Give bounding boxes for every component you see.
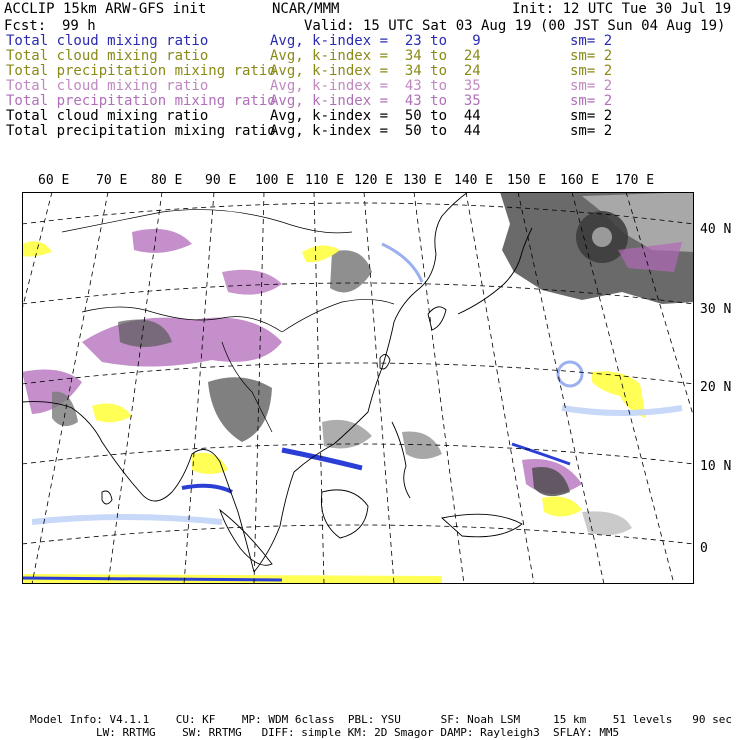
- legend-label: Total cloud mixing ratio: [6, 108, 209, 124]
- legend-label: Total cloud mixing ratio: [6, 78, 209, 94]
- cyclone-core: [592, 227, 612, 247]
- lat-label: 10 N: [700, 459, 732, 474]
- legend-avg: Avg, k-index = 34 to 24: [270, 48, 481, 64]
- model-info-line1: Model Info: V4.1.1 CU: KF MP: WDM 6class PBL: YSU SF: Noah LSM 15 km 51 levels 90 sec: [30, 713, 732, 726]
- legend-smooth: sm= 2: [570, 33, 613, 49]
- fcst-label: Fcst:: [4, 18, 47, 34]
- fcst-value: 99 h: [62, 18, 96, 34]
- legend-smooth: sm= 2: [570, 78, 613, 94]
- legend-label: Total precipitation mixing ratio: [6, 93, 276, 109]
- legend-row: [6, 94, 726, 109]
- blue-cloud-band: [22, 578, 282, 580]
- lon-label: 80 E: [151, 173, 183, 188]
- valid-time: Valid: 15 UTC Sat 03 Aug 19 (00 JST Sun 04 Aug 19): [304, 18, 726, 34]
- lat-label: 20 N: [700, 380, 732, 395]
- init-time: Init: 12 UTC Tue 30 Jul 19: [512, 1, 732, 17]
- lat-label: 40 N: [700, 222, 732, 237]
- legend-avg: Avg, k-index = 23 to 9: [270, 33, 481, 49]
- org-label: NCAR/MMM: [272, 1, 340, 17]
- map-panel[interactable]: [22, 192, 694, 584]
- legend-label: Total cloud mixing ratio: [6, 48, 209, 64]
- legend-avg: Avg, k-index = 43 to 35: [270, 93, 481, 109]
- lon-label: 110 E: [305, 173, 345, 188]
- lat-label: 30 N: [700, 302, 732, 317]
- legend-smooth: sm= 2: [570, 123, 613, 139]
- lat-label: 0: [700, 541, 708, 556]
- lon-label: 70 E: [96, 173, 128, 188]
- legend-row: [6, 64, 726, 79]
- lon-label: 150 E: [507, 173, 547, 188]
- legend-label: Total precipitation mixing ratio: [6, 63, 276, 79]
- lon-label: 170 E: [615, 173, 655, 188]
- legend-row: [6, 49, 726, 64]
- legend-label: Total precipitation mixing ratio: [6, 123, 276, 139]
- legend-smooth: sm= 2: [570, 93, 613, 109]
- lon-label: 160 E: [560, 173, 600, 188]
- lon-label: 130 E: [403, 173, 443, 188]
- lon-label: 100 E: [255, 173, 295, 188]
- model-title: ACCLIP 15km ARW-GFS init: [4, 1, 207, 17]
- legend-smooth: sm= 2: [570, 63, 613, 79]
- legend-avg: Avg, k-index = 34 to 24: [270, 63, 481, 79]
- legend-row: [6, 34, 726, 49]
- legend-row: [6, 79, 726, 94]
- legend-avg: Avg, k-index = 50 to 44: [270, 123, 481, 139]
- lon-label: 120 E: [354, 173, 394, 188]
- model-info-line2: LW: RRTMG SW: RRTMG DIFF: simple KM: 2D Smagor DAMP: Rayleigh3 SFLAY: MM5: [96, 726, 620, 739]
- legend-avg: Avg, k-index = 43 to 35: [270, 78, 481, 94]
- lon-label: 60 E: [38, 173, 70, 188]
- legend-avg: Avg, k-index = 50 to 44: [270, 108, 481, 124]
- legend-label: Total cloud mixing ratio: [6, 33, 209, 49]
- legend-smooth: sm= 2: [570, 48, 613, 64]
- legend-row: [6, 109, 726, 124]
- lon-label: 140 E: [454, 173, 494, 188]
- legend-row: [6, 124, 726, 139]
- legend-smooth: sm= 2: [570, 108, 613, 124]
- lon-label: 90 E: [205, 173, 237, 188]
